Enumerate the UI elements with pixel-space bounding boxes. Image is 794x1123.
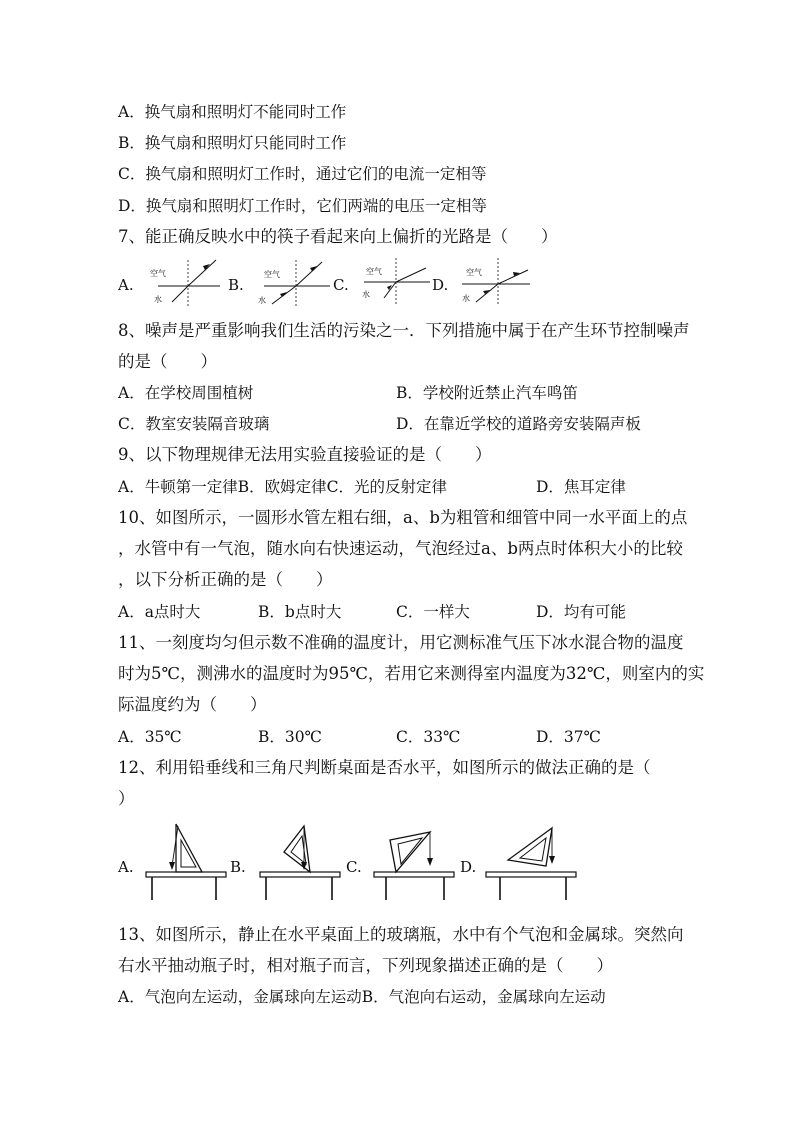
q9-option-d: D．焦耳定律 xyxy=(536,478,626,496)
q8-option-a: A．在学校周围植树 xyxy=(118,384,254,402)
q7-label-c: C. xyxy=(333,276,349,294)
q11-stem-line-2: 时为5℃，测沸水的温度时为95℃，若用它来测得室内温度为32℃，则室内的实 xyxy=(118,664,705,683)
q7-b-water-label: 水 xyxy=(258,296,266,305)
q10-stem-line-3: ，以下分析正确的是（ ） xyxy=(118,570,333,589)
q12-label-c: C. xyxy=(346,858,362,876)
q8-stem-line-2: 的是（ ） xyxy=(118,352,217,371)
q8-stem-line-1: 8、噪声是严重影响我们生活的污染之一．下列措施中属于在产生环节控制噪声 xyxy=(118,321,690,340)
q7-label-a: A. xyxy=(118,276,134,294)
q10-stem-line-1: 10、如图所示，一圆形水管左粗右细，a、b为粗管和细管中同一水平面上的点 xyxy=(118,508,688,527)
q7-label-d: D. xyxy=(432,276,449,294)
q13-option-ab: A．气泡向左运动，金属球向左运动B．气泡向右运动，金属球向左运动 xyxy=(118,988,606,1006)
q7-a-water-label: 水 xyxy=(154,295,162,304)
q7-c-air-label: 空气 xyxy=(366,267,382,276)
q13-stem-line-2: 右水平抽动瓶子时，相对瓶子而言，下列现象描述正确的是（ ） xyxy=(118,956,613,975)
q8-option-d: D．在靠近学校的道路旁安装隔声板 xyxy=(396,415,641,433)
q8-option-c: C．教室安装隔音玻璃 xyxy=(118,415,270,433)
q12-stem-line-2: ） xyxy=(118,789,135,808)
q11-option-b: B．30℃ xyxy=(258,728,322,746)
q6-option-a: A．换气扇和照明灯不能同时工作 xyxy=(118,103,347,121)
q11-stem-line-3: 际温度约为（ ） xyxy=(118,695,267,714)
q6-option-d: D．换气扇和照明灯工作时，它们两端的电压一定相等 xyxy=(118,197,487,215)
q7-d-water-label: 水 xyxy=(462,294,470,303)
q12-label-b: B. xyxy=(230,858,246,876)
q12-diagram-c xyxy=(374,822,454,902)
q7-a-air-label: 空气 xyxy=(150,269,166,278)
q7-d-air-label: 空气 xyxy=(466,268,482,277)
q10-option-b: B．b点时大 xyxy=(258,603,342,621)
q7-c-water-label: 水 xyxy=(362,290,370,299)
q12-label-a: A. xyxy=(118,858,134,876)
q9-option-abc: A．牛顿第一定律B．欧姆定律C．光的反射定律 xyxy=(118,478,447,496)
q12-diagram-d xyxy=(486,822,576,902)
q6-option-b: B．换气扇和照明灯只能同时工作 xyxy=(118,134,347,152)
q11-option-c: C．33℃ xyxy=(396,728,461,746)
q10-option-c: C．一样大 xyxy=(396,603,470,621)
q12-label-d: D. xyxy=(460,858,477,876)
q12-stem-line-1: 12、利用铅垂线和三角尺判断桌面是否水平，如图所示的做法正确的是（ xyxy=(118,758,651,777)
q6-option-c: C．换气扇和照明灯工作时，通过它们的电流一定相等 xyxy=(118,165,487,183)
q10-option-a: A．a点时大 xyxy=(118,603,201,621)
q10-option-d: D．均有可能 xyxy=(536,603,626,621)
q7-label-b: B. xyxy=(228,276,244,294)
q12-diagram-b xyxy=(260,822,340,902)
q9-stem: 9、以下物理规律无法用实验直接验证的是（ ） xyxy=(118,445,492,464)
q11-option-d: D．37℃ xyxy=(536,728,601,746)
q7-stem: 7、能正确反映水中的筷子看起来向上偏折的光路是（ ） xyxy=(118,227,558,246)
q7-b-air-label: 空气 xyxy=(264,270,280,279)
q11-option-a: A．35℃ xyxy=(118,728,182,746)
q10-stem-line-2: ，水管中有一气泡，随水向右快速运动，气泡经过a、b两点时体积大小的比较 xyxy=(118,539,683,558)
q12-diagram-a xyxy=(146,822,226,902)
q8-option-b: B．学校附近禁止汽车鸣笛 xyxy=(396,384,578,402)
q11-stem-line-1: 11、一刻度均匀但示数不准确的温度计，用它测标准气压下冰水混合物的温度 xyxy=(118,633,684,652)
q13-stem-line-1: 13、如图所示，静止在水平桌面上的玻璃瓶，水中有个气泡和金属球。突然向 xyxy=(118,925,684,944)
